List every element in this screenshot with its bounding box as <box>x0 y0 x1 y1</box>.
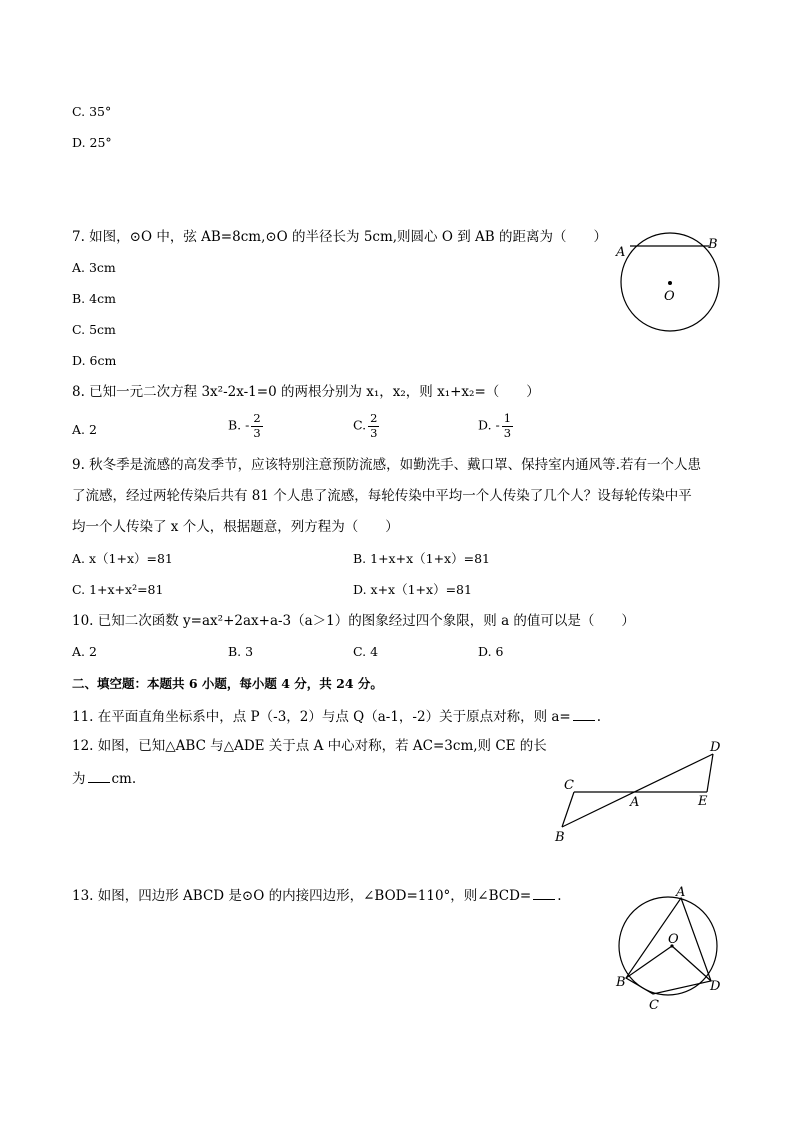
q7-label-o: O <box>664 289 675 304</box>
q7-option-a: A. 3cm <box>72 260 116 275</box>
q6-option-d: D. 25° <box>72 135 112 150</box>
q13-label-a: A <box>676 885 686 900</box>
q12-text-end: cm. <box>111 771 137 787</box>
q8-stem: 8. 已知一元二次方程 3x²-2x-1=0 的两根分别为 x₁，x₂，则 x₁+x₂=（ ） <box>72 384 540 400</box>
q8-option-b-numerator: 2 <box>253 411 261 425</box>
q13-text-end: . <box>557 888 562 904</box>
q13-label-b: B <box>616 975 626 990</box>
q11-stem <box>72 709 601 725</box>
q7-option-c: C. 5cm <box>72 322 116 337</box>
q8-option-c <box>353 413 379 439</box>
q7-option-d: D. 6cm <box>72 353 117 368</box>
q12-label-b: B <box>555 830 565 845</box>
q7-label-b: B <box>708 237 718 252</box>
q12-label-e: E <box>698 794 708 809</box>
q7-stem: 7. 如图，⊙O 中，弦 AB=8cm,⊙O 的半径长为 5cm,则圆心 O 到 AB 的距离为（ ） <box>72 229 607 245</box>
q11-answer-blank <box>573 709 595 721</box>
q8-option-b-fraction <box>251 413 262 439</box>
q7-circle-figure <box>605 228 735 340</box>
q9-option-b: B. 1+x+x（1+x）=81 <box>353 551 490 566</box>
q9-stem-line-3: 均一个人传染了 x 个人，根据题意，列方程为（ ） <box>72 519 399 535</box>
q8-option-c-prefix: C. <box>353 417 367 433</box>
q13-label-d: D <box>710 979 721 994</box>
q12-answer-blank <box>88 771 110 783</box>
q8-option-b-prefix: B. - <box>228 417 250 433</box>
q9-stem-line-1: 9. 秋冬季是流感的高发季节，应该特别注意预防流感，如勤洗手、戴口罩、保持室内通风等.若有一个人患 <box>72 457 701 473</box>
q12-stem-line-1: 12. 如图，已知△ABC 与△ADE 关于点 A 中心对称，若 AC=3cm,则 CE 的长 <box>72 738 547 754</box>
q13-answer-blank <box>533 888 555 900</box>
q9-option-c: C. 1+x+x²=81 <box>72 582 164 597</box>
q10-option-c: C. 4 <box>353 644 379 659</box>
q9-option-a: A. x（1+x）=81 <box>72 551 173 566</box>
q7-option-b: B. 4cm <box>72 291 116 306</box>
q12-triangles-figure <box>548 736 728 848</box>
q11-text-end: . <box>596 709 602 725</box>
q10-option-a: A. 2 <box>72 644 97 659</box>
q13-inscribed-quadrilateral-figure <box>608 884 733 1014</box>
q9-stem-line-2: 了流感，经过两轮传染后共有 81 个人患了流感，每轮传染中平均一个人传染了几个人？设每轮传染中平 <box>72 488 692 504</box>
q8-option-d-denominator: 3 <box>503 425 512 440</box>
q7-center-dot <box>668 281 672 285</box>
q13-label-o: O <box>668 932 679 947</box>
q8-option-a: A. 2 <box>72 422 97 437</box>
section-2-title: 二、填空题：本题共 6 小题，每小题 4 分，共 24 分。 <box>72 676 383 691</box>
q13-label-c: C <box>649 998 659 1013</box>
q8-option-d-numerator: 1 <box>503 411 512 425</box>
q8-option-c-numerator: 2 <box>370 411 378 425</box>
q6-option-c: C. 35° <box>72 104 112 119</box>
q8-option-d-fraction <box>502 413 513 439</box>
q9-option-d: D. x+x（1+x）=81 <box>353 582 472 597</box>
q8-option-b-denominator: 3 <box>253 425 261 440</box>
q12-label-c: C <box>564 778 574 793</box>
q13-radius-ob <box>626 946 672 978</box>
q8-option-b <box>228 413 263 439</box>
q12-segment-bd <box>562 754 713 827</box>
q12-segment-de <box>707 754 713 792</box>
q12-label-d: D <box>710 740 721 755</box>
q11-text: 11. 在平面直角坐标系中，点 P（-3，2）与点 Q（a-1，-2）关于原点对称，则 a= <box>72 709 571 725</box>
q8-option-c-fraction <box>368 413 379 439</box>
q12-text: 为 <box>72 771 86 787</box>
q8-option-d <box>478 413 513 439</box>
q12-stem-line-2 <box>72 771 136 787</box>
q13-stem <box>72 888 562 904</box>
q8-option-d-prefix: D. - <box>478 417 500 433</box>
q12-label-a: A <box>630 795 640 810</box>
q13-text: 13. 如图，四边形 ABCD 是⊙O 的内接四边形，∠BOD=110°，则∠BCD= <box>72 888 532 904</box>
q10-stem: 10. 已知二次函数 y=ax²+2ax+a-3（a＞1）的图象经过四个象限，则 a 的值可以是（ ） <box>72 613 635 629</box>
q7-label-a: A <box>616 245 626 260</box>
q10-option-d: D. 6 <box>478 644 504 659</box>
q10-option-b: B. 3 <box>228 644 254 659</box>
q8-option-c-denominator: 3 <box>370 425 378 440</box>
